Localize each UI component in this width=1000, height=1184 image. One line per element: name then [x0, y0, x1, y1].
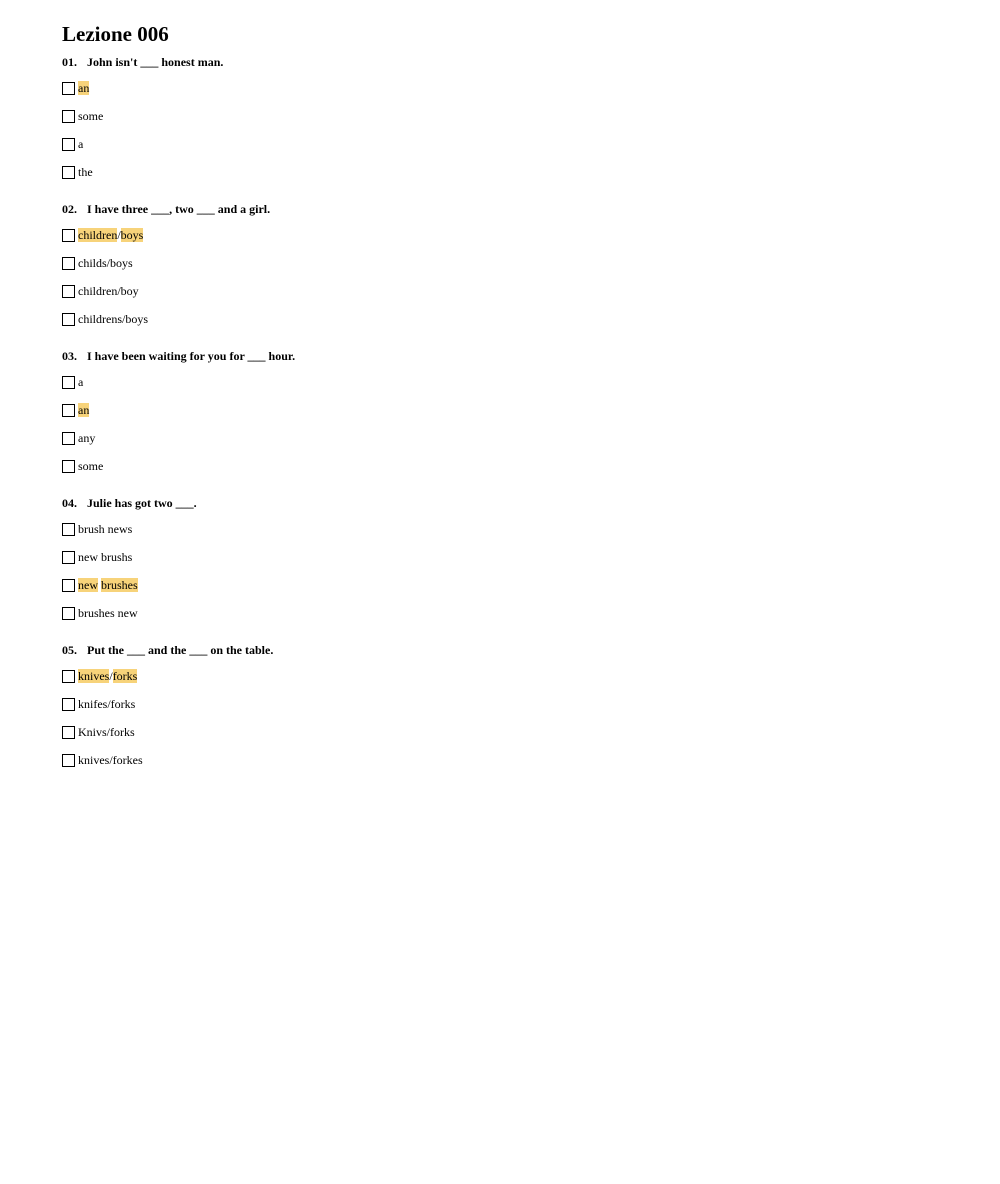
- answer-checkbox[interactable]: [62, 670, 75, 683]
- answer-label: [78, 459, 103, 473]
- question-block: [62, 348, 962, 480]
- answer-checkbox[interactable]: [62, 551, 75, 564]
- highlighted-text: forks: [112, 669, 138, 683]
- answer-text: a: [78, 137, 84, 151]
- answer-label: [78, 606, 138, 620]
- answer-label: [78, 550, 132, 564]
- answer-checkbox[interactable]: [62, 110, 75, 123]
- answer-label: [78, 725, 135, 739]
- answer-checkbox[interactable]: [62, 607, 75, 620]
- answer-option[interactable]: [62, 305, 962, 333]
- answer-label: [78, 137, 83, 151]
- answer-option[interactable]: [62, 396, 962, 424]
- answer-text: some: [78, 109, 104, 123]
- answer-option[interactable]: [62, 690, 962, 718]
- question-text: [62, 642, 962, 658]
- answer-checkbox[interactable]: [62, 460, 75, 473]
- answer-option[interactable]: [62, 74, 962, 102]
- answer-label: [78, 431, 95, 445]
- answer-option[interactable]: [62, 249, 962, 277]
- answer-option[interactable]: [62, 277, 962, 305]
- answer-label: [78, 669, 137, 683]
- highlighted-text: children: [78, 228, 118, 242]
- highlighted-text: knives: [78, 669, 110, 683]
- answer-checkbox[interactable]: [62, 523, 75, 536]
- page-title: Lezione 006: [62, 22, 169, 46]
- question-text: [62, 201, 962, 217]
- answer-option[interactable]: [62, 221, 962, 249]
- answer-label: [78, 578, 138, 592]
- answer-checkbox[interactable]: [62, 404, 75, 417]
- answer-option[interactable]: [62, 368, 962, 396]
- answer-option[interactable]: [62, 102, 962, 130]
- answer-label: [78, 228, 143, 242]
- answer-text: childs/boys: [78, 256, 133, 270]
- answer-label: [78, 403, 89, 417]
- answer-label: [78, 256, 133, 270]
- answer-text: knifes/forks: [78, 697, 136, 711]
- question-prompt: John isn't ___ honest man.: [87, 55, 224, 69]
- answer-checkbox[interactable]: [62, 166, 75, 179]
- answer-text: children/boy: [78, 284, 139, 298]
- question-prompt: I have three ___, two ___ and a girl.: [87, 202, 271, 216]
- answer-text: the: [78, 165, 93, 179]
- answer-label: [78, 522, 132, 536]
- answer-label: [78, 284, 139, 298]
- answer-label: [78, 109, 103, 123]
- question-list: [62, 54, 962, 774]
- question-block: [62, 642, 962, 774]
- answer-option[interactable]: [62, 452, 962, 480]
- question-text: [62, 54, 962, 70]
- answer-checkbox[interactable]: [62, 376, 75, 389]
- question-text: [62, 495, 962, 511]
- answer-checkbox[interactable]: [62, 82, 75, 95]
- question-prompt: Put the ___ and the ___ on the table.: [87, 643, 274, 657]
- answer-text: brushes new: [78, 606, 138, 620]
- question-number: 03.: [62, 349, 77, 363]
- highlighted-text: an: [78, 81, 90, 95]
- answer-option[interactable]: [62, 130, 962, 158]
- answer-option[interactable]: [62, 424, 962, 452]
- answer-label: [78, 697, 135, 711]
- answer-checkbox[interactable]: [62, 257, 75, 270]
- answer-checkbox[interactable]: [62, 285, 75, 298]
- answer-option[interactable]: [62, 718, 962, 746]
- answer-text: /: [117, 228, 121, 242]
- question-number: 05.: [62, 643, 77, 657]
- answer-checkbox[interactable]: [62, 432, 75, 445]
- answer-text: some: [78, 459, 104, 473]
- answer-option[interactable]: [62, 571, 962, 599]
- highlighted-text: new: [78, 578, 98, 592]
- answer-text: knives/forkes: [78, 753, 143, 767]
- question-number: 02.: [62, 202, 77, 216]
- answer-checkbox[interactable]: [62, 313, 75, 326]
- worksheet: [62, 20, 962, 789]
- answer-option[interactable]: [62, 543, 962, 571]
- highlighted-text: boys: [120, 228, 144, 242]
- answer-option[interactable]: [62, 599, 962, 627]
- answer-text: /: [109, 669, 113, 683]
- answer-option[interactable]: [62, 746, 962, 774]
- answer-text: Knivs/forks: [78, 725, 135, 739]
- highlighted-text: brushes: [101, 578, 138, 592]
- question-number: 01.: [62, 55, 77, 69]
- answer-text: brush news: [78, 522, 133, 536]
- question-number: 04.: [62, 496, 77, 510]
- answer-checkbox[interactable]: [62, 698, 75, 711]
- question-block: [62, 495, 962, 627]
- question-block: [62, 201, 962, 333]
- answer-option[interactable]: [62, 662, 962, 690]
- answer-label: [78, 81, 89, 95]
- highlighted-text: an: [78, 403, 90, 417]
- answer-label: [78, 375, 83, 389]
- answer-label: [78, 312, 148, 326]
- answer-label: [78, 753, 143, 767]
- question-text: [62, 348, 962, 364]
- question-block: [62, 54, 962, 186]
- answer-option[interactable]: [62, 515, 962, 543]
- answer-option[interactable]: [62, 158, 962, 186]
- answer-text: a: [78, 375, 84, 389]
- question-prompt: I have been waiting for you for ___ hour.: [87, 349, 296, 363]
- question-prompt: Julie has got two ___.: [87, 496, 197, 510]
- answer-label: [78, 165, 93, 179]
- answer-checkbox[interactable]: [62, 579, 75, 592]
- answer-text: childrens/boys: [78, 312, 148, 326]
- answer-text: new brushs: [78, 550, 133, 564]
- answer-checkbox[interactable]: [62, 229, 75, 242]
- answer-checkbox[interactable]: [62, 726, 75, 739]
- answer-text: any: [78, 431, 96, 445]
- answer-checkbox[interactable]: [62, 754, 75, 767]
- answer-checkbox[interactable]: [62, 138, 75, 151]
